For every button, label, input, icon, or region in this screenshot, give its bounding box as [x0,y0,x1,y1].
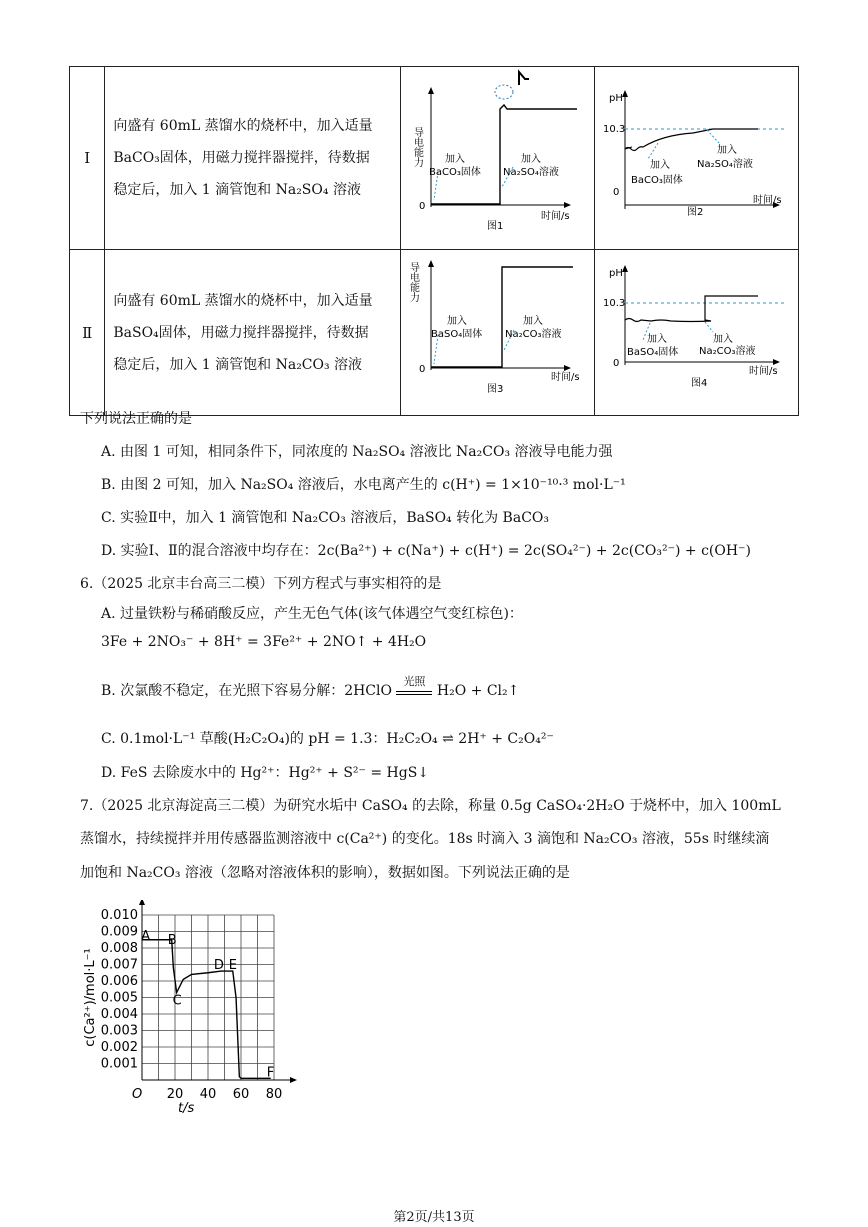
figure-caption: 图4 [690,378,708,389]
y-tick-label: 10.3 [602,298,626,309]
option-b-text: B. 次氯酸不稳定，在光照下容易分解：2HClO [101,683,392,699]
page-footer: 第2页/共13页 [393,1210,475,1225]
option-c: C. 0.1mol·L⁻¹ 草酸(H₂C₂O₄)的 pH = 1.3：H₂C₂O₄ ⇌ 2H⁺ + C₂O₄²⁻ [101,731,554,747]
annotation: Na₂CO₃溶液 [504,329,562,340]
point-label: F [266,1065,275,1081]
y-axis-label: 导电能力 [407,262,419,302]
y-tick-label: 0.006 [100,974,138,989]
annotation: 加入 [522,316,543,327]
y-axis-arrow [139,900,145,905]
x-tick-label: 60 [232,1087,250,1102]
row-description [105,250,401,416]
y-tick-label: 0.002 [100,1040,138,1055]
y-axis-label: c(Ca²⁺)/mol·L⁻¹ [83,948,98,1047]
figure-1-graph [401,67,594,245]
annotation: BaSO₄固体 [430,329,483,340]
question-7-line-2: 蒸馏水，持续搅拌并用传感器监测溶液中 c(Ca²⁺) 的变化。18s 时滴入 3 滴饱和 Na₂CO₃ 溶液，55s 时继续滴 [80,831,770,847]
origin-label: 0 [418,201,426,212]
desc-line: BaCO₃固体，用磁力搅拌器搅拌，待数据 [113,150,370,166]
option-a: A. 由图 1 可知，相同条件下，同浓度的 Na₂SO₄ 溶液比 Na₂CO₃ 溶液导电能力强 [101,444,613,460]
x-axis-label: 时间/s [752,195,782,206]
annotation: Na₂SO₄溶液 [696,159,753,170]
point-label: C [172,993,182,1009]
x-axis-label: 时间/s [748,366,778,377]
condition-label: 光照 [403,675,426,688]
y-axis-label: pH [608,93,623,104]
annotation: 加入 [712,334,733,345]
condition-arrow [396,675,432,695]
point-label: B [167,932,177,948]
origin-label: 0 [612,187,620,198]
figure-3-graph [401,250,594,411]
option-d: D. 实验Ⅰ、Ⅱ的混合溶液中均存在：2c(Ba²⁺) + c(Na⁺) + c(H⁺) = 2c(SO₄²⁻) + 2c(CO₃²⁻) + c(OH⁻) [101,543,751,559]
annotation: 加入 [646,334,667,345]
annotation: 加入 [444,154,465,165]
row-id: Ⅱ [70,250,105,416]
desc-line: 稳定后，加入 1 滴管饱和 Na₂SO₄ 溶液 [113,182,361,198]
x-axis-label: 时间/s [540,211,570,222]
x-axis-label: t/s [178,1101,195,1116]
x-axis-arrow [290,1077,297,1083]
option-c: C. 实验Ⅱ中，加入 1 滴管饱和 Na₂CO₃ 溶液后，BaSO₄ 转化为 BaCO₃ [101,510,549,526]
question-6-stem: 6.（2025 北京丰台高三二模）下列方程式与事实相符的是 [80,576,442,592]
y-tick-label: 10.3 [602,124,626,135]
y-tick-label: 0.005 [100,990,138,1006]
figure-4-graph [595,250,798,411]
row-id: Ⅰ [70,67,105,250]
y-tick-label: 0.008 [100,941,138,956]
desc-line: 向盛有 60mL 蒸馏水的烧杯中，加入适量 [113,118,373,134]
option-a: A. 过量铁粉与稀硝酸反应，产生无色气体(该气体遇空气变红棕色)： [101,606,523,622]
option-b-products: H₂O + Cl₂↑ [436,683,520,699]
row-description [105,67,401,250]
question-7-line-1: 7.（2025 北京海淀高三二模）为研究水垢中 CaSO₄ 的去除，称量 0.5g CaSO₄·2H₂O 于烧杯中，加入 100mL [80,798,781,814]
figure-3 [400,250,594,416]
x-tick-label: 80 [265,1087,283,1102]
y-tick-label: 0.003 [100,1023,138,1039]
calcium-concentration-chart [80,900,320,1120]
annotation: 加入 [716,145,737,156]
desc-line: 向盛有 60mL 蒸馏水的烧杯中，加入适量 [113,292,373,309]
annotation: Na₂SO₄溶液 [502,167,559,178]
annotation: 加入 [649,160,670,171]
point-label: E [228,958,237,974]
y-tick-label: 0.010 [100,908,138,923]
point-label: A [141,928,151,944]
origin-label: O [132,1087,143,1102]
data-line [142,940,271,1079]
annotation: 加入 [446,316,467,327]
x-tick-label: 20 [166,1087,184,1102]
annotation: 加入 [520,154,541,165]
figure-2-graph [595,67,798,245]
origin-label: 0 [418,364,426,375]
question-5-stem: 下列说法正确的是 [80,411,192,427]
y-axis-label: 导电能力 [411,127,423,167]
option-b: B. 由图 2 可知，加入 Na₂SO₄ 溶液后，水电离产生的 c(H⁺) = 1×10⁻¹⁰·³ mol·L⁻¹ [101,477,626,493]
x-tick-label: 40 [199,1087,217,1102]
y-tick-label: 0.001 [100,1056,138,1072]
annotation: BaSO₄固体 [626,347,679,358]
figure-4 [594,250,798,416]
figure-caption: 图3 [486,384,504,395]
figure-caption: 图2 [686,207,704,218]
question-7-line-3: 加饱和 Na₂CO₃ 溶液（忽略对溶液体积的影响），数据如图。下列说法正确的是 [80,865,570,881]
x-axis-label: 时间/s [550,372,580,383]
figure-1 [400,67,594,250]
option-b [101,675,520,700]
y-tick-label: 0.004 [100,1007,138,1022]
annotation: Na₂CO₃溶液 [698,346,756,357]
option-d: D. FeS 去除废水中的 Hg²⁺：Hg²⁺ + S²⁻ = HgS↓ [101,765,430,781]
experiment-table [69,66,799,416]
equation: 3Fe + 2NO₃⁻ + 8H⁺ = 3Fe²⁺ + 2NO↑ + 4H₂O [101,634,427,650]
annotation: BaCO₃固体 [428,167,481,178]
y-tick-label: 0.009 [100,924,138,940]
figure-2 [594,67,798,250]
annotation: BaCO₃固体 [630,175,683,186]
desc-line: 稳定后，加入 1 滴管饱和 Na₂CO₃ 溶液 [113,356,363,373]
figure-caption: 图1 [486,221,504,232]
y-tick-label: 0.007 [100,957,138,973]
desc-line: BaSO₄固体，用磁力搅拌器搅拌，待数据 [113,324,369,341]
point-label: D [213,958,224,974]
y-axis-label: pH [608,268,623,279]
origin-label: 0 [612,358,620,369]
